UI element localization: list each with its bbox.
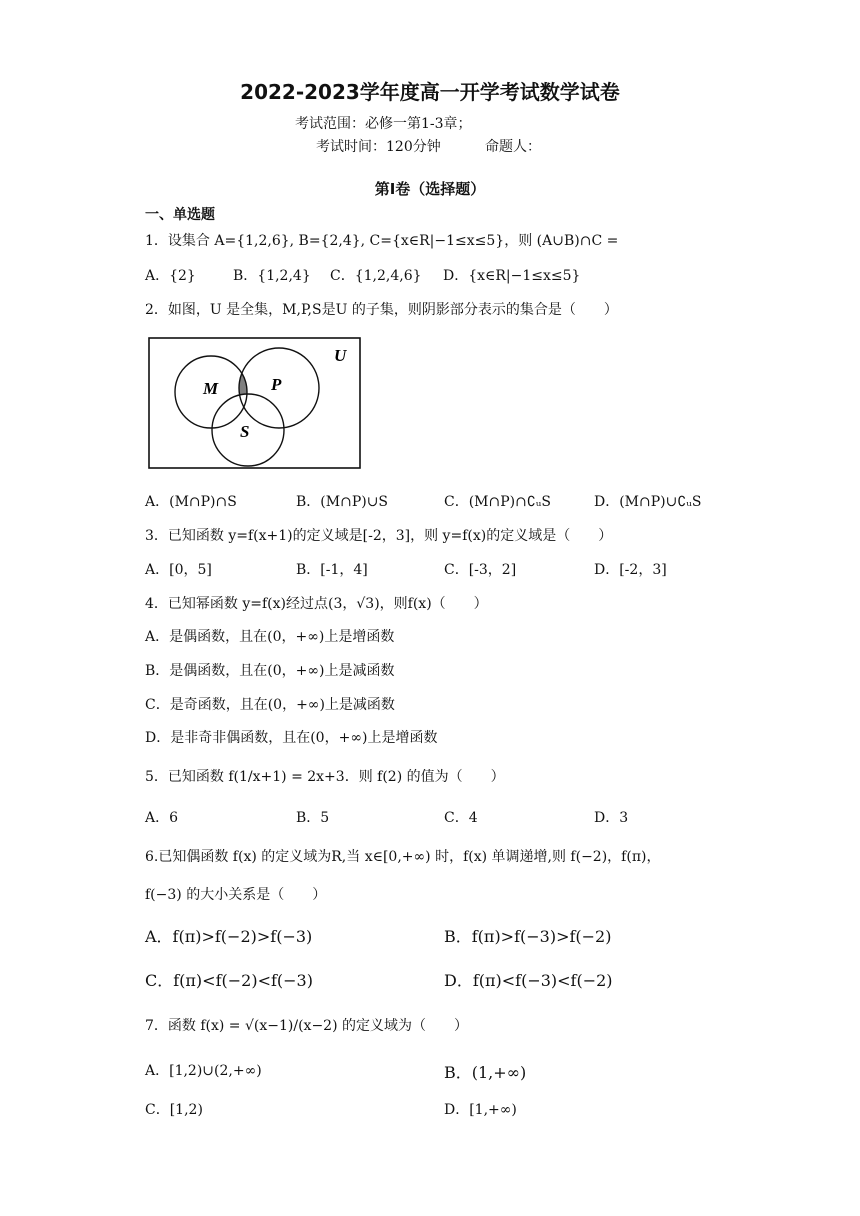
q7-option-b[interactable]: B．(1,+∞) bbox=[444, 1063, 527, 1082]
q2-option-d[interactable]: D．(M∩P)∪∁ᵤS bbox=[594, 494, 702, 510]
question-2-stem: 2．如图，U 是全集，M,P,S是U 的子集，则阴影部分表示的集合是（ ） bbox=[145, 302, 618, 318]
question-5-stem: 5．已知函数 f(1/x+1) = 2x+3．则 f(2) 的值为（ ） bbox=[145, 769, 505, 785]
universal-set-box bbox=[149, 338, 360, 468]
exam-scope: 考试范围：必修一第1-3章； bbox=[295, 116, 472, 132]
q5-option-d[interactable]: D．3 bbox=[594, 810, 629, 826]
q4-option-c[interactable]: C．是奇函数，且在(0，+∞)上是减函数 bbox=[145, 697, 395, 713]
section-title: 一、单选题 bbox=[145, 207, 215, 223]
exam-time: 考试时间：120分钟 bbox=[316, 139, 441, 155]
part-title: 第I卷（选择题） bbox=[374, 180, 486, 198]
label-p: P bbox=[271, 375, 282, 394]
exam-author: 命题人： bbox=[485, 139, 541, 155]
q4-option-d[interactable]: D．是非奇非偶函数，且在(0，+∞)上是增函数 bbox=[145, 730, 438, 746]
q3-option-d[interactable]: D．[-2，3] bbox=[594, 562, 667, 578]
venn-diagram bbox=[148, 337, 362, 471]
q1-option-a[interactable]: A．{2} bbox=[145, 268, 196, 284]
q1-option-c[interactable]: C．{1,2,4,6} bbox=[330, 268, 422, 284]
q2-option-a[interactable]: A．(M∩P)∩S bbox=[145, 494, 237, 510]
q7-option-a[interactable]: A．[1,2)∪(2,+∞) bbox=[145, 1063, 262, 1079]
q3-option-a[interactable]: A．[0，5] bbox=[145, 562, 212, 578]
q1-option-b[interactable]: B．{1,2,4} bbox=[233, 268, 311, 284]
label-u: U bbox=[334, 346, 347, 365]
question-1-stem: 1．设集合 A={1,2,6}, B={2,4}, C={x∈R|−1≤x≤5}，则 (A∪B)∩C = bbox=[145, 233, 619, 249]
q6-option-d[interactable]: D．f(π)<f(−3)<f(−2) bbox=[444, 971, 613, 990]
q5-option-c[interactable]: C．4 bbox=[444, 810, 478, 826]
q5-option-b[interactable]: B．5 bbox=[296, 810, 330, 826]
question-6-stem-continued: f(−3) 的大小关系是（ ） bbox=[145, 887, 327, 903]
q3-option-b[interactable]: B．[-1，4] bbox=[296, 562, 368, 578]
question-6-stem: 6.已知偶函数 f(x) 的定义域为R,当 x∈[0,+∞) 时，f(x) 单调递增,则 f(−2)，f(π)， bbox=[145, 849, 661, 865]
q1-option-d[interactable]: D．{x∈R|−1≤x≤5} bbox=[443, 268, 581, 284]
q5-option-a[interactable]: A．6 bbox=[145, 810, 179, 826]
q6-option-c[interactable]: C．f(π)<f(−2)<f(−3) bbox=[145, 971, 313, 990]
q2-option-b[interactable]: B．(M∩P)∪S bbox=[296, 494, 389, 510]
q3-option-c[interactable]: C．[-3，2] bbox=[444, 562, 517, 578]
label-s: S bbox=[240, 422, 250, 441]
q7-option-c[interactable]: C．[1,2) bbox=[145, 1102, 203, 1118]
question-4-stem: 4．已知幂函数 y=f(x)经过点(3，√3)，则f(x)（ ） bbox=[145, 596, 488, 612]
q6-option-b[interactable]: B．f(π)>f(−3)>f(−2) bbox=[444, 927, 612, 946]
q4-option-b[interactable]: B．是偶函数，且在(0，+∞)上是减函数 bbox=[145, 663, 395, 679]
q4-option-a[interactable]: A．是偶函数，且在(0，+∞)上是增函数 bbox=[145, 629, 395, 645]
question-3-stem: 3．已知函数 y=f(x+1)的定义域是[-2，3]，则 y=f(x)的定义域是（ ） bbox=[145, 528, 613, 544]
exam-title: 2022-2023学年度高一开学考试数学试卷 bbox=[240, 80, 620, 104]
question-7-stem: 7．函数 f(x) = √(x−1)/(x−2) 的定义域为（ ） bbox=[145, 1018, 468, 1034]
q6-option-a[interactable]: A．f(π)>f(−2)>f(−3) bbox=[145, 927, 313, 946]
label-m: M bbox=[203, 379, 219, 398]
q2-option-c[interactable]: C．(M∩P)∩∁ᵤS bbox=[444, 494, 551, 510]
q7-option-d[interactable]: D．[1,+∞) bbox=[444, 1102, 517, 1118]
